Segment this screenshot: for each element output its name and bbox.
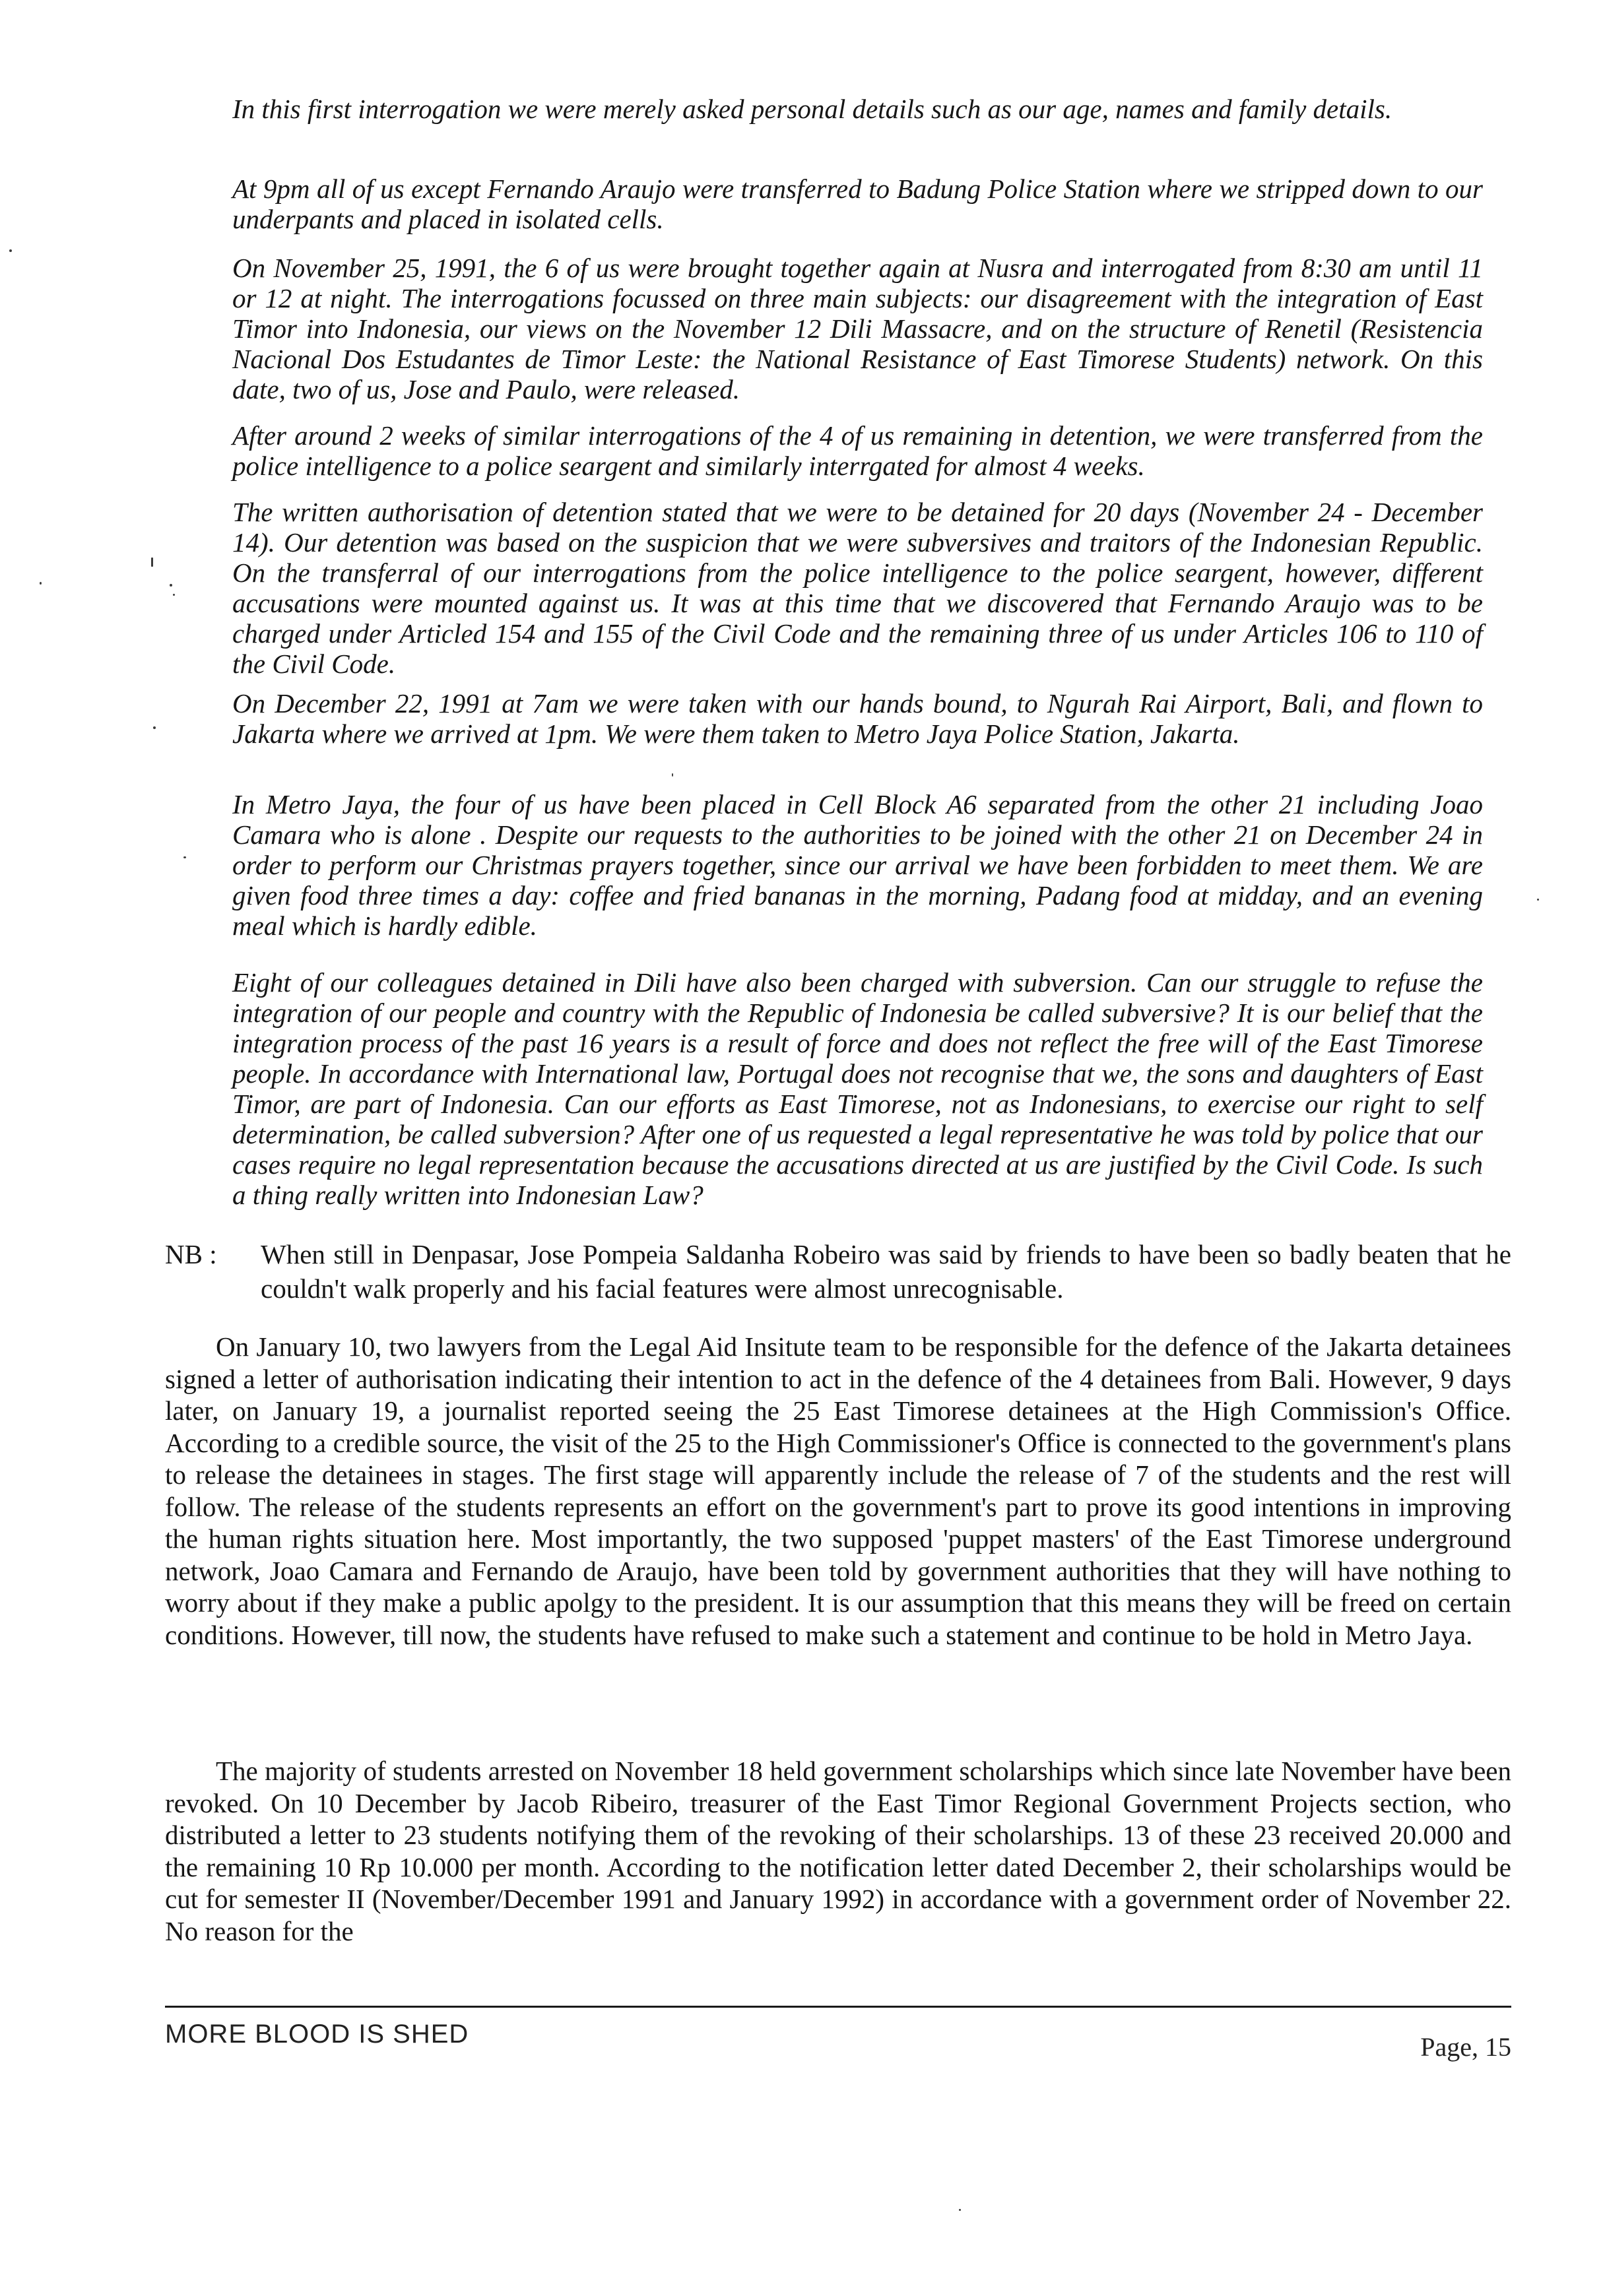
footer-rule [165, 2006, 1511, 2008]
nb-text: When still in Denpasar, Jose Pompeia Saldanha Robeiro was said by friends to have been so badly beaten that he couldn't walk properly and his facial features were almost unrecognisable. [261, 1239, 1511, 1304]
italic-paragraph-2: At 9pm all of us except Fernando Araujo were transferred to Badung Police Station where we stripped down to our underpants and placed in isolated cells. [232, 174, 1483, 234]
italic-paragraph-6: On December 22, 1991 at 7am we were taken with our hands bound, to Ngurah Rai Airport, Bali, and flown to Jakarta where we arrived at 1pm. We were them taken to Metro Jaya Police Station, Jakarta. [232, 688, 1483, 749]
italic-paragraph-8: Eight of our colleagues detained in Dili have also been charged with subversion. Can our struggle to refuse the integration of our people and country with the Republic of Indonesia be called subversive? It is our belief that the integration process of the past 16 years is a result of force and does not reflect the free will of the East Timorese people. In accordance with International law, Portugal does not recognise that we, the sons and daughters of East Timor, are part of Indonesia. Can our efforts as East Timorese, not as Indonesians, to exercise our right to self determination, be called subversion? After one of us requested a legal representative he was told by police that our cases require no legal representation because the accusations directed at us are justified by the Civil Code. Is such a thing really written into Indonesian Law? [232, 967, 1483, 1210]
italic-paragraph-5: The written authorisation of detention stated that we were to be detained for 20 days (November 24 - December 14). Our detention was based on the suspicion that we were subversives and traitors of the Indonesian Republic. On the transferral of our interrogations from the police intelligence to the police seargent, however, different accusations were mounted against us. It was at this time that we discovered that Fernando Araujo was to be charged under Articled 154 and 155 of the Civil Code and the remaining three of us under Articles 106 to 110 of the Civil Code. [232, 497, 1483, 679]
footer-publication-title: MORE BLOOD IS SHED [165, 2020, 469, 2049]
scan-speck [40, 582, 42, 585]
scan-speck [672, 773, 673, 777]
scan-speck [170, 584, 172, 587]
body-paragraph-1: On January 10, two lawyers from the Legal Aid Insitute team to be responsible for the defence of the Jakarta detainees signed a letter of authorisation indicating their intention to act in the defence of the 4 detainees from Bali. However, 9 days later, on January 19, a journalist reported seeing the 25 East Timorese detainees at the High Commission's Office. According to a credible source, the visit of the 25 to the High Commissioner's Office is connected to the government's plans to release the detainees in stages. The first stage will apparently include the release of 7 of the students and the rest will follow. The release of the students represents an effort on the government's part to prove its good intentions in improving the human rights situation here. Most importantly, the two supposed 'puppet masters' of the East Timorese underground network, Joao Camara and Fernando de Araujo, have been told by government authorities that they will have nothing to worry about if they make a public apolgy to the president. It is our assumption that this means they will be freed on certain conditions. However, till now, the students have refused to make such a statement and continue to be hold in Metro Jaya. [165, 1331, 1511, 1650]
scan-speck [153, 726, 156, 729]
scan-speck [959, 2209, 961, 2211]
scan-speck [183, 856, 186, 858]
italic-paragraph-3: On November 25, 1991, the 6 of us were brought together again at Nusra and interrogated from 8:30 am until 11 or 12 at night. The interrogations focussed on three main subjects: our disagreement with the integration of East Timor into Indonesia, our views on the November 12 Dili Massacre, and on the structure of Renetil (Resistencia Nacional Dos Estudantes de Timor Leste: the National Resistance of East Timorese Students) network. On this date, two of us, Jose and Paulo, were released. [232, 253, 1483, 404]
scan-speck [173, 594, 175, 596]
nb-label: NB : [165, 1239, 217, 1269]
scan-speck [1537, 899, 1539, 901]
scan-speck [151, 558, 153, 567]
italic-paragraph-7: In Metro Jaya, the four of us have been placed in Cell Block A6 separated from the other 21 including Joao Camara who is alone . Despite our requests to the authorities to be joined with the other 21 on December 24 in order to perform our Christmas prayers together, since our arrival we have been forbidden to meet them. We are given food three times a day: coffee and fried bananas in the morning, Padang food at midday, and an evening meal which is hardly edible. [232, 789, 1483, 941]
body-paragraph-2: The majority of students arrested on November 18 held government scholarships which since late November have been revoked. On 10 December by Jacob Ribeiro, treasurer of the East Timor Regional Government Projects section, who distributed a letter to 23 students notifying them of the revoking of their scholarships. 13 of these 23 received 20.000 and the remaining 10 Rp 10.000 per month. According to the notification letter dated December 2, their scholarships would be cut for semester II (November/December 1991 and January 1992) in accordance with a government order of November 22. No reason for the [165, 1756, 1511, 1946]
italic-paragraph-1: In this first interrogation we were merely asked personal details such as our age, names and family details. [232, 94, 1392, 124]
nb-note [165, 1237, 1511, 1306]
italic-paragraph-4: After around 2 weeks of similar interrogations of the 4 of us remaining in detention, we were transferred from the police intelligence to a police seargent and similarly interrgated for almost 4 weeks. [232, 420, 1483, 481]
footer-page-number: Page, 15 [1420, 2032, 1511, 2062]
scan-speck [9, 249, 12, 252]
